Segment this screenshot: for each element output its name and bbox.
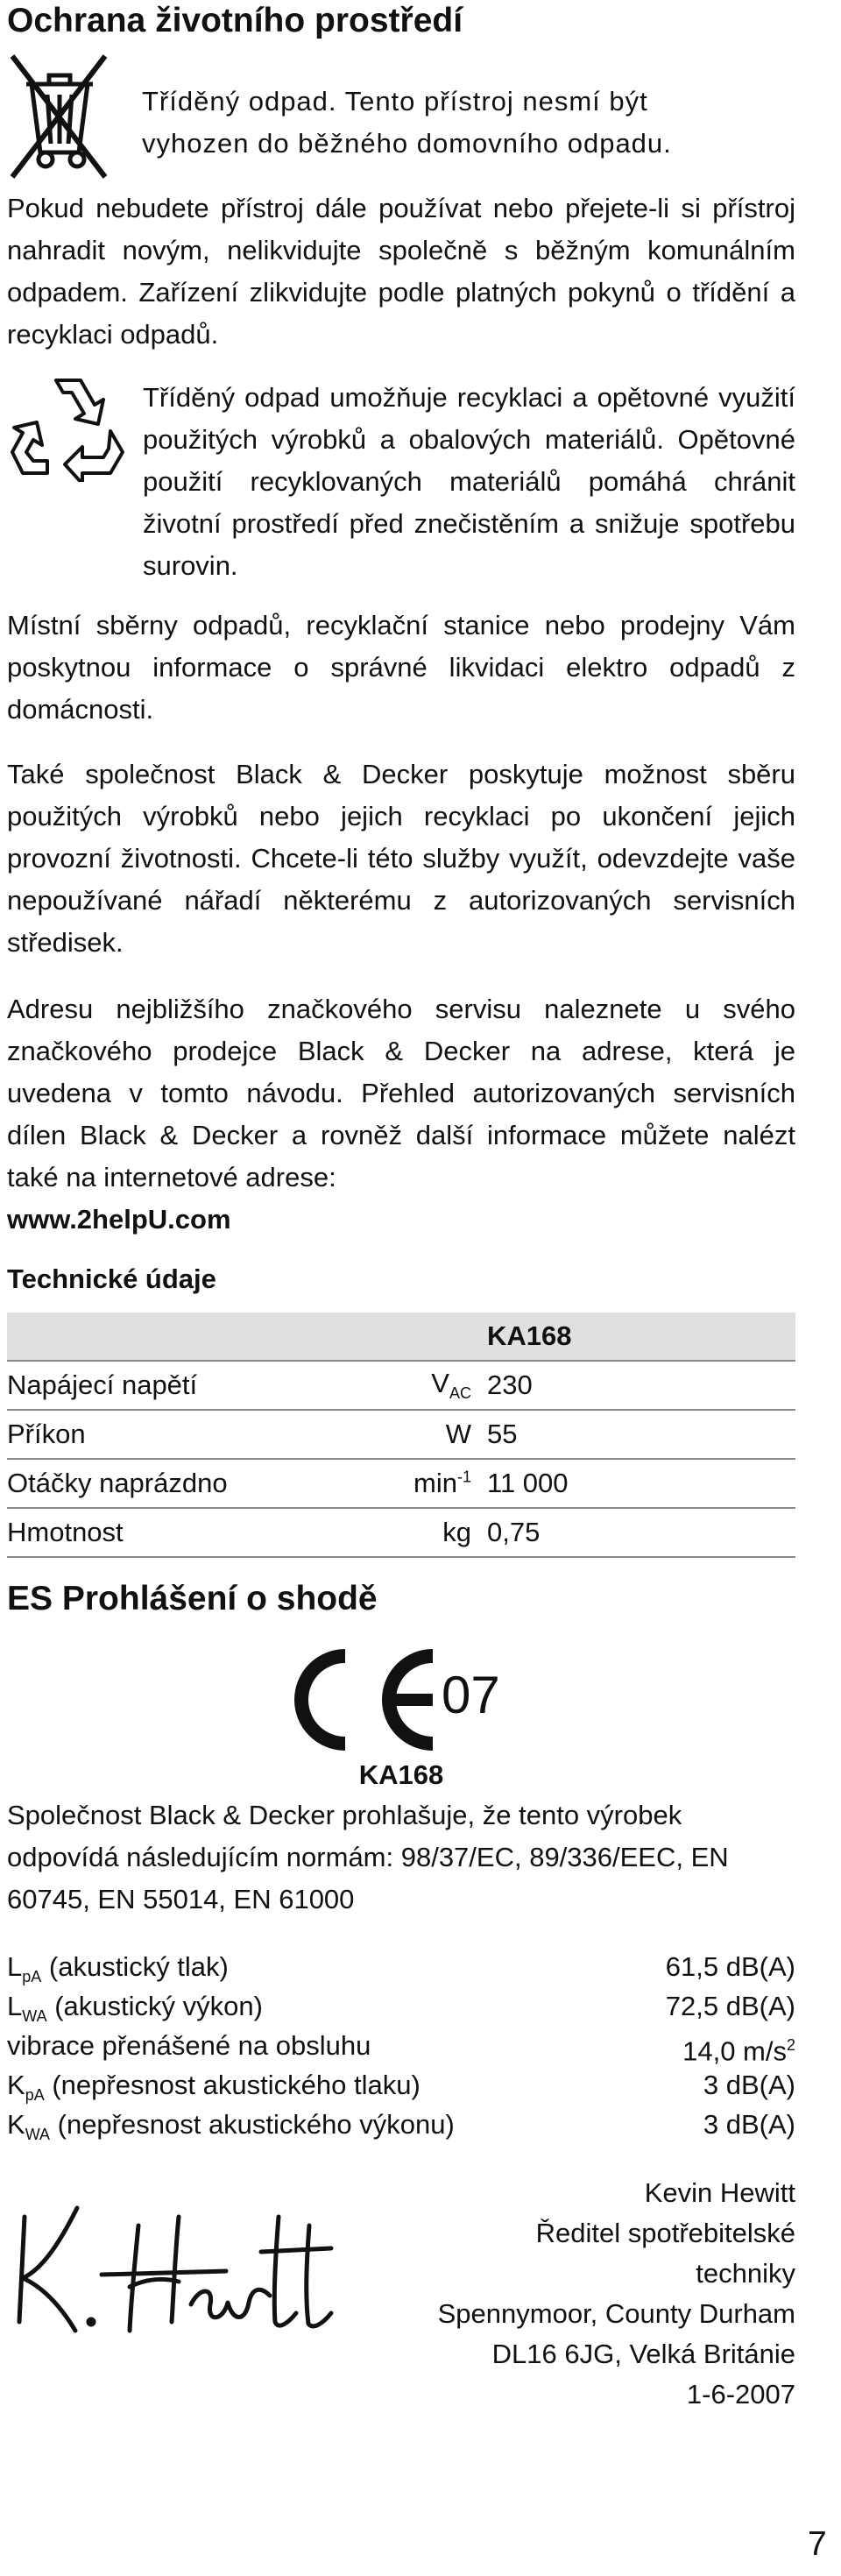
spec-value: 55 — [487, 1410, 795, 1459]
spec-row — [7, 1459, 795, 1508]
acoustic-label: $L_{WA}$ (akustický výkon) — [7, 1991, 263, 2026]
signer-line: techniky — [696, 2258, 795, 2289]
acoustic-row — [7, 1947, 795, 1986]
page-number: 7 — [808, 2525, 827, 2563]
spec-unit: W — [350, 1410, 487, 1459]
acoustic-value: 72,5 dB(A) — [665, 1991, 795, 2021]
spec-header-row — [7, 1313, 795, 1361]
signature-image — [7, 2190, 340, 2339]
address-paragraph — [7, 988, 795, 1241]
weee-text — [142, 81, 795, 165]
spec-name: Napájecí napětí — [7, 1361, 350, 1410]
spec-name: Hmotnost — [7, 1508, 350, 1557]
spec-name: Otáčky naprázdno — [7, 1459, 350, 1508]
acoustic-values — [7, 1947, 795, 2144]
crossed-bin-icon — [7, 49, 110, 180]
declaration-model: KA168 — [358, 1759, 444, 1790]
acoustic-value: 3 dB(A) — [703, 2070, 795, 2100]
spec-row — [7, 1410, 795, 1459]
spec-unit: $\min^{-1}$ — [350, 1459, 487, 1508]
spec-name: Příkon — [7, 1410, 350, 1459]
acoustic-value: 61,5 dB(A) — [665, 1951, 795, 1982]
acoustic-row — [7, 2065, 795, 2105]
section-title: Ochrana životního prostředí — [7, 2, 463, 39]
recycle-icon — [7, 368, 130, 482]
signer-line: 1-6-2007 — [686, 2379, 795, 2410]
signer-line: Ředitel spotřebitelské — [535, 2218, 795, 2248]
acoustic-label: $L_{pA}$ (akustický tlak) — [7, 1951, 229, 1986]
local-collection-paragraph: Místní sběrny odpadů, recyklační stanice nebo prodejny Vám poskytnou informace o správné likvidaci elektro odpadů z domácnosti. — [7, 610, 795, 725]
signer-line: DL16 6JG, Velká Británie — [491, 2339, 795, 2369]
declaration-text: Společnost Black & Decker prohlašuje, že tento výrobek odpovídá následujícím normám: 98/37/EC, 89/336/EEC, EN 60745, EN 55014, EN 61000 — [7, 1800, 729, 1914]
acoustic-value: 3 dB(A) — [703, 2109, 795, 2140]
declaration-title: ES Prohlášení o shodě — [7, 1580, 378, 1617]
spec-unit: kg — [350, 1508, 487, 1557]
spec-value: 230 — [487, 1361, 795, 1410]
weee-line: Tříděný odpad. Tento přístroj nesmí být — [142, 86, 648, 117]
website-link[interactable]: www.2helpU.com — [7, 1204, 231, 1235]
acoustic-label: vibrace přenášené na obsluhu — [7, 2030, 371, 2061]
address-text: Adresu nejbližšího značkového servisu naleznete u svého značkového prodejce Black & Decker na adrese, která je uvedena v tomto návodu. Přehled autorizovaných servisních dílen Black & Decker a rovněž další informace můžete nalézt také na internetové adrese: — [7, 994, 795, 1192]
ce-year: 07 — [442, 1666, 500, 1724]
spec-table — [7, 1313, 795, 1558]
dispose-paragraph: Pokud nebudete přístroj dále používat nebo přejete-li si přístroj nahradit novým, nelikvidujte společně s běžným komunálním odpadem. Zařízení zlikvidujte podle platných pokynů o třídění a recyklaci odpadů. — [7, 193, 795, 350]
weee-line: vyhozen do běžného domovního odpadu. — [142, 128, 672, 159]
spec-row — [7, 1508, 795, 1557]
acoustic-label: $K_{WA}$ (nepřesnost akustického výkonu) — [7, 2109, 455, 2144]
acoustic-label: $K_{pA}$ (nepřesnost akustického tlaku) — [7, 2070, 420, 2105]
signer-line: Spennymoor, County Durham — [437, 2298, 795, 2329]
recycle-paragraph: Tříděný odpad umožňuje recyklaci a opětovné využití použitých výrobků a obalových materiálů. Opětovné použití recyklovaných materiálů pomáhá chránit životní prostředí před znečistěním a snižuje spotřebu surovin. — [143, 382, 795, 581]
company-paragraph: Také společnost Black & Decker poskytuje možnost sběru použitých výrobků nebo jejich recyklaci po ukončení jejich provozní životnosti. Chcete-li této služby využít, odevzdejte vaše nepoužívané nářadí některému z autorizovaných servisních středisek. — [7, 759, 795, 958]
acoustic-row — [7, 2105, 795, 2144]
acoustic-row — [7, 2026, 795, 2065]
spec-row — [7, 1361, 795, 1410]
spec-value: 0,75 — [487, 1508, 795, 1557]
spec-model-header: KA168 — [487, 1313, 795, 1361]
acoustic-row — [7, 1986, 795, 2026]
spec-value: 11 000 — [487, 1459, 795, 1508]
acoustic-value: 14,0 $m/s^2$ — [682, 2035, 795, 2067]
tech-data-title: Technické údaje — [7, 1263, 216, 1294]
signatory-block — [340, 2173, 795, 2415]
spec-unit: $V_{AC}$ — [350, 1361, 487, 1410]
signer-line: Kevin Hewitt — [644, 2177, 795, 2208]
